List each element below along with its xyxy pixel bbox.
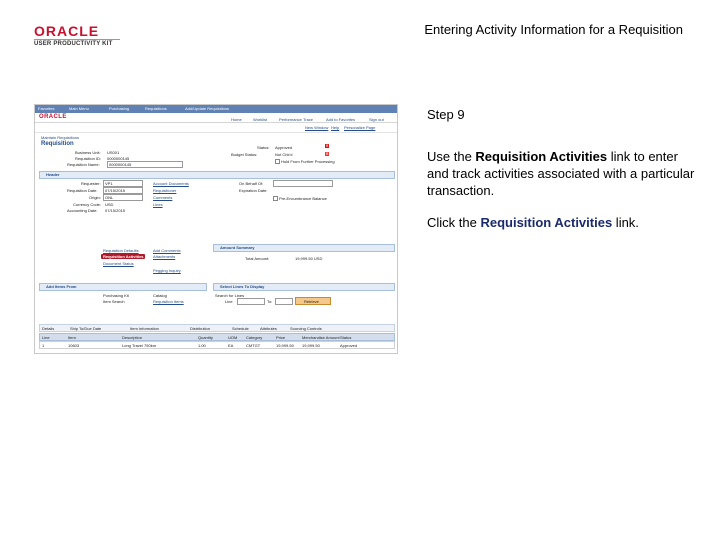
budget-status-label: Budget Status: (231, 152, 258, 157)
col-quantity: Quantity (198, 335, 213, 340)
logo-brand: ORACLE (34, 23, 100, 39)
topbar-link-main-menu[interactable]: Main Menu (69, 106, 89, 111)
instruction-paragraph-2 (427, 214, 697, 231)
line-from-input[interactable] (237, 298, 265, 305)
add-items-bar[interactable] (39, 283, 207, 291)
page-heading: Requisition (41, 141, 74, 147)
line-from-label: Line (225, 299, 233, 304)
origin-label: Origin: (89, 195, 101, 200)
cell-uom: EA (228, 343, 234, 348)
instruction-2-suffix: link. (612, 215, 639, 230)
cell-description: Long Travel 750km (122, 343, 157, 348)
purchasing-kit-label[interactable]: Purchasing Kit (103, 293, 129, 298)
line-to-label: To: (267, 299, 273, 304)
logo-subtitle: USER PRODUCTIVITY KIT (34, 41, 113, 47)
requisition-name-value: 0000000145 (109, 162, 132, 167)
attachments-link[interactable]: Attachments (153, 254, 176, 259)
total-amount-value: 19,999.50 USD (295, 256, 323, 261)
menu-bar (35, 105, 397, 113)
instruction-paragraph-1 (427, 148, 697, 199)
accounting-date-value: 07/15/2015 (105, 208, 126, 213)
business-unit-value: US001 (107, 150, 120, 155)
origin-input[interactable] (103, 194, 143, 201)
instruction-1-suffix: link to enter and track activities associated with a particular transaction. (427, 149, 695, 198)
header-section-bar[interactable] (39, 171, 395, 179)
col-price: Price (276, 335, 286, 340)
instruction-2-prefix: Click the (427, 215, 481, 230)
cell-status: Approved (340, 343, 358, 348)
col-status: Status (340, 335, 352, 340)
tab-attributes[interactable]: Attributes (260, 326, 277, 331)
nav-sign-out[interactable]: Sign out (369, 117, 384, 122)
business-unit-label: Business Unit: (75, 150, 101, 155)
select-lines-title: Select Lines To Display (220, 284, 265, 289)
application-screenshot (34, 104, 398, 354)
col-line: Line (42, 335, 50, 340)
requisition-date-label: Requisition Date: (67, 188, 98, 193)
cell-quantity: 1.00 (198, 343, 206, 348)
accounting-date-label: Accounting Date: (67, 208, 98, 213)
budget-status-value: Not Chk'd (275, 152, 293, 157)
header-section-title: Header (46, 172, 60, 177)
requisition-id-value: 0000000145 (107, 156, 130, 161)
cell-line: 1 (42, 343, 45, 348)
app-brand: ORACLE (39, 114, 67, 120)
document-status-link[interactable]: Document Status (103, 261, 134, 266)
cell-category: CMTGT (246, 343, 261, 348)
status-label: Status: (257, 145, 270, 150)
tab-distribution[interactable]: Distribution (190, 326, 211, 331)
new-window-link[interactable]: New Window (305, 125, 329, 130)
requisition-activities-link[interactable]: Requisition Activities (103, 254, 144, 259)
col-merchandise-amount: Merchandise Amount (302, 335, 340, 340)
topbar-link-favorites[interactable]: Favorites (38, 106, 55, 111)
requisition-date-input[interactable] (103, 187, 143, 194)
requisition-date-value: 07/15/2015 (105, 188, 126, 193)
requisition-name-label: Requisition Name: (67, 162, 100, 167)
currency-value: USD (105, 202, 114, 207)
comments-link[interactable]: Comments (153, 195, 173, 200)
requisition-name-input[interactable] (107, 161, 183, 168)
requester-value: VP1 (105, 181, 113, 186)
requester-input[interactable] (103, 180, 143, 187)
catalog-label[interactable]: Catalog (153, 293, 167, 298)
instruction-1-bold: Requisition Activities (475, 149, 608, 164)
lines-tabstrip (39, 324, 395, 332)
origin-value: ONL (105, 195, 114, 200)
account-documents-link[interactable]: Account Documents (153, 181, 189, 186)
hold-processing-checkbox[interactable] (275, 159, 280, 164)
lines-grid-header (39, 333, 395, 341)
retrieve-button[interactable] (295, 297, 331, 305)
hold-processing-label: Hold From Further Processing (281, 159, 335, 164)
tab-item-information[interactable]: Item Information (130, 326, 159, 331)
add-items-title: Add Items From (46, 284, 77, 289)
nav-performance-trace[interactable]: Performance Trace (279, 117, 314, 122)
amount-summary-title: Amount Summary (220, 245, 255, 250)
cell-price: 19,999.50 (276, 343, 294, 348)
retrieve-button-label: Retrieve (304, 299, 319, 304)
tab-schedule[interactable]: Schedule (232, 326, 249, 331)
expiration-label: Expiration Date: (239, 188, 268, 193)
instruction-1-prefix: Use the (427, 149, 476, 164)
add-comments-link[interactable]: Add Comments (153, 248, 181, 253)
tab-details[interactable]: Details (42, 326, 55, 331)
pre-encumbrance-checkbox[interactable] (273, 196, 278, 201)
budget-check-icon[interactable]: ✕ (325, 151, 329, 156)
nav-add-favorites[interactable]: Add to Favorites (326, 117, 356, 122)
instruction-2-link[interactable]: Requisition Activities (480, 215, 613, 230)
table-row[interactable] (39, 341, 395, 349)
on-behalf-input[interactable] (273, 180, 333, 187)
requisition-defaults-link[interactable]: Requisition Defaults (103, 248, 139, 253)
breadcrumb: Maintain Requisitions (41, 135, 80, 140)
requisition-id-label: Requisition ID: (75, 156, 102, 161)
requester-label: Requester: (81, 181, 101, 186)
amount-summary-bar[interactable] (213, 244, 395, 252)
requisitioner-link[interactable]: Requisitioner (153, 188, 177, 193)
topbar-link-requisitions[interactable]: Requisitions (145, 106, 167, 111)
col-uom: UOM (228, 335, 238, 340)
item-search-label[interactable]: Item Search (103, 299, 125, 304)
page-toolbar (35, 124, 397, 133)
step-label: Step 9 (427, 107, 465, 122)
total-amount-label: Total Amount: (245, 256, 270, 261)
tab-ship-to[interactable]: Ship To/Due Date (70, 326, 102, 331)
requisition-items-link[interactable]: Requisition Items (153, 299, 184, 304)
line-to-input[interactable] (275, 298, 293, 305)
tab-sourcing-controls[interactable]: Sourcing Controls (290, 326, 322, 331)
col-category: Category (246, 335, 263, 340)
cancel-icon[interactable]: ✕ (325, 143, 329, 148)
oracle-upk-logo (34, 24, 124, 48)
col-item: Item (68, 335, 76, 340)
search-for-label: Search for Lines (215, 293, 245, 298)
status-value: Approved (275, 145, 293, 150)
pegging-inquiry-link[interactable]: Pegging Inquiry (153, 268, 181, 273)
on-behalf-label: On Behalf Of: (239, 181, 264, 186)
nav-worklist[interactable]: Worklist (253, 117, 268, 122)
personalize-page-link[interactable]: Personalize Page (344, 125, 376, 130)
col-description: Description (122, 335, 143, 340)
cell-merchandise-amount: 19,999.50 (302, 343, 320, 348)
topbar-link-add-update[interactable]: Add/Update Requisitions (185, 106, 230, 111)
page-title: Entering Activity Information for a Requisition (424, 22, 683, 37)
select-lines-bar[interactable] (213, 283, 395, 291)
pre-encumbrance-label: Pre-Encumbrance Balance (279, 196, 327, 201)
nav-home[interactable]: Home (231, 117, 242, 122)
currency-label: Currency Code: (73, 202, 102, 207)
topbar-link-purchasing[interactable]: Purchasing (109, 106, 130, 111)
help-link[interactable]: Help (331, 125, 340, 130)
cell-item: 10603 (68, 343, 80, 348)
lines-link[interactable]: Lines (153, 202, 163, 207)
